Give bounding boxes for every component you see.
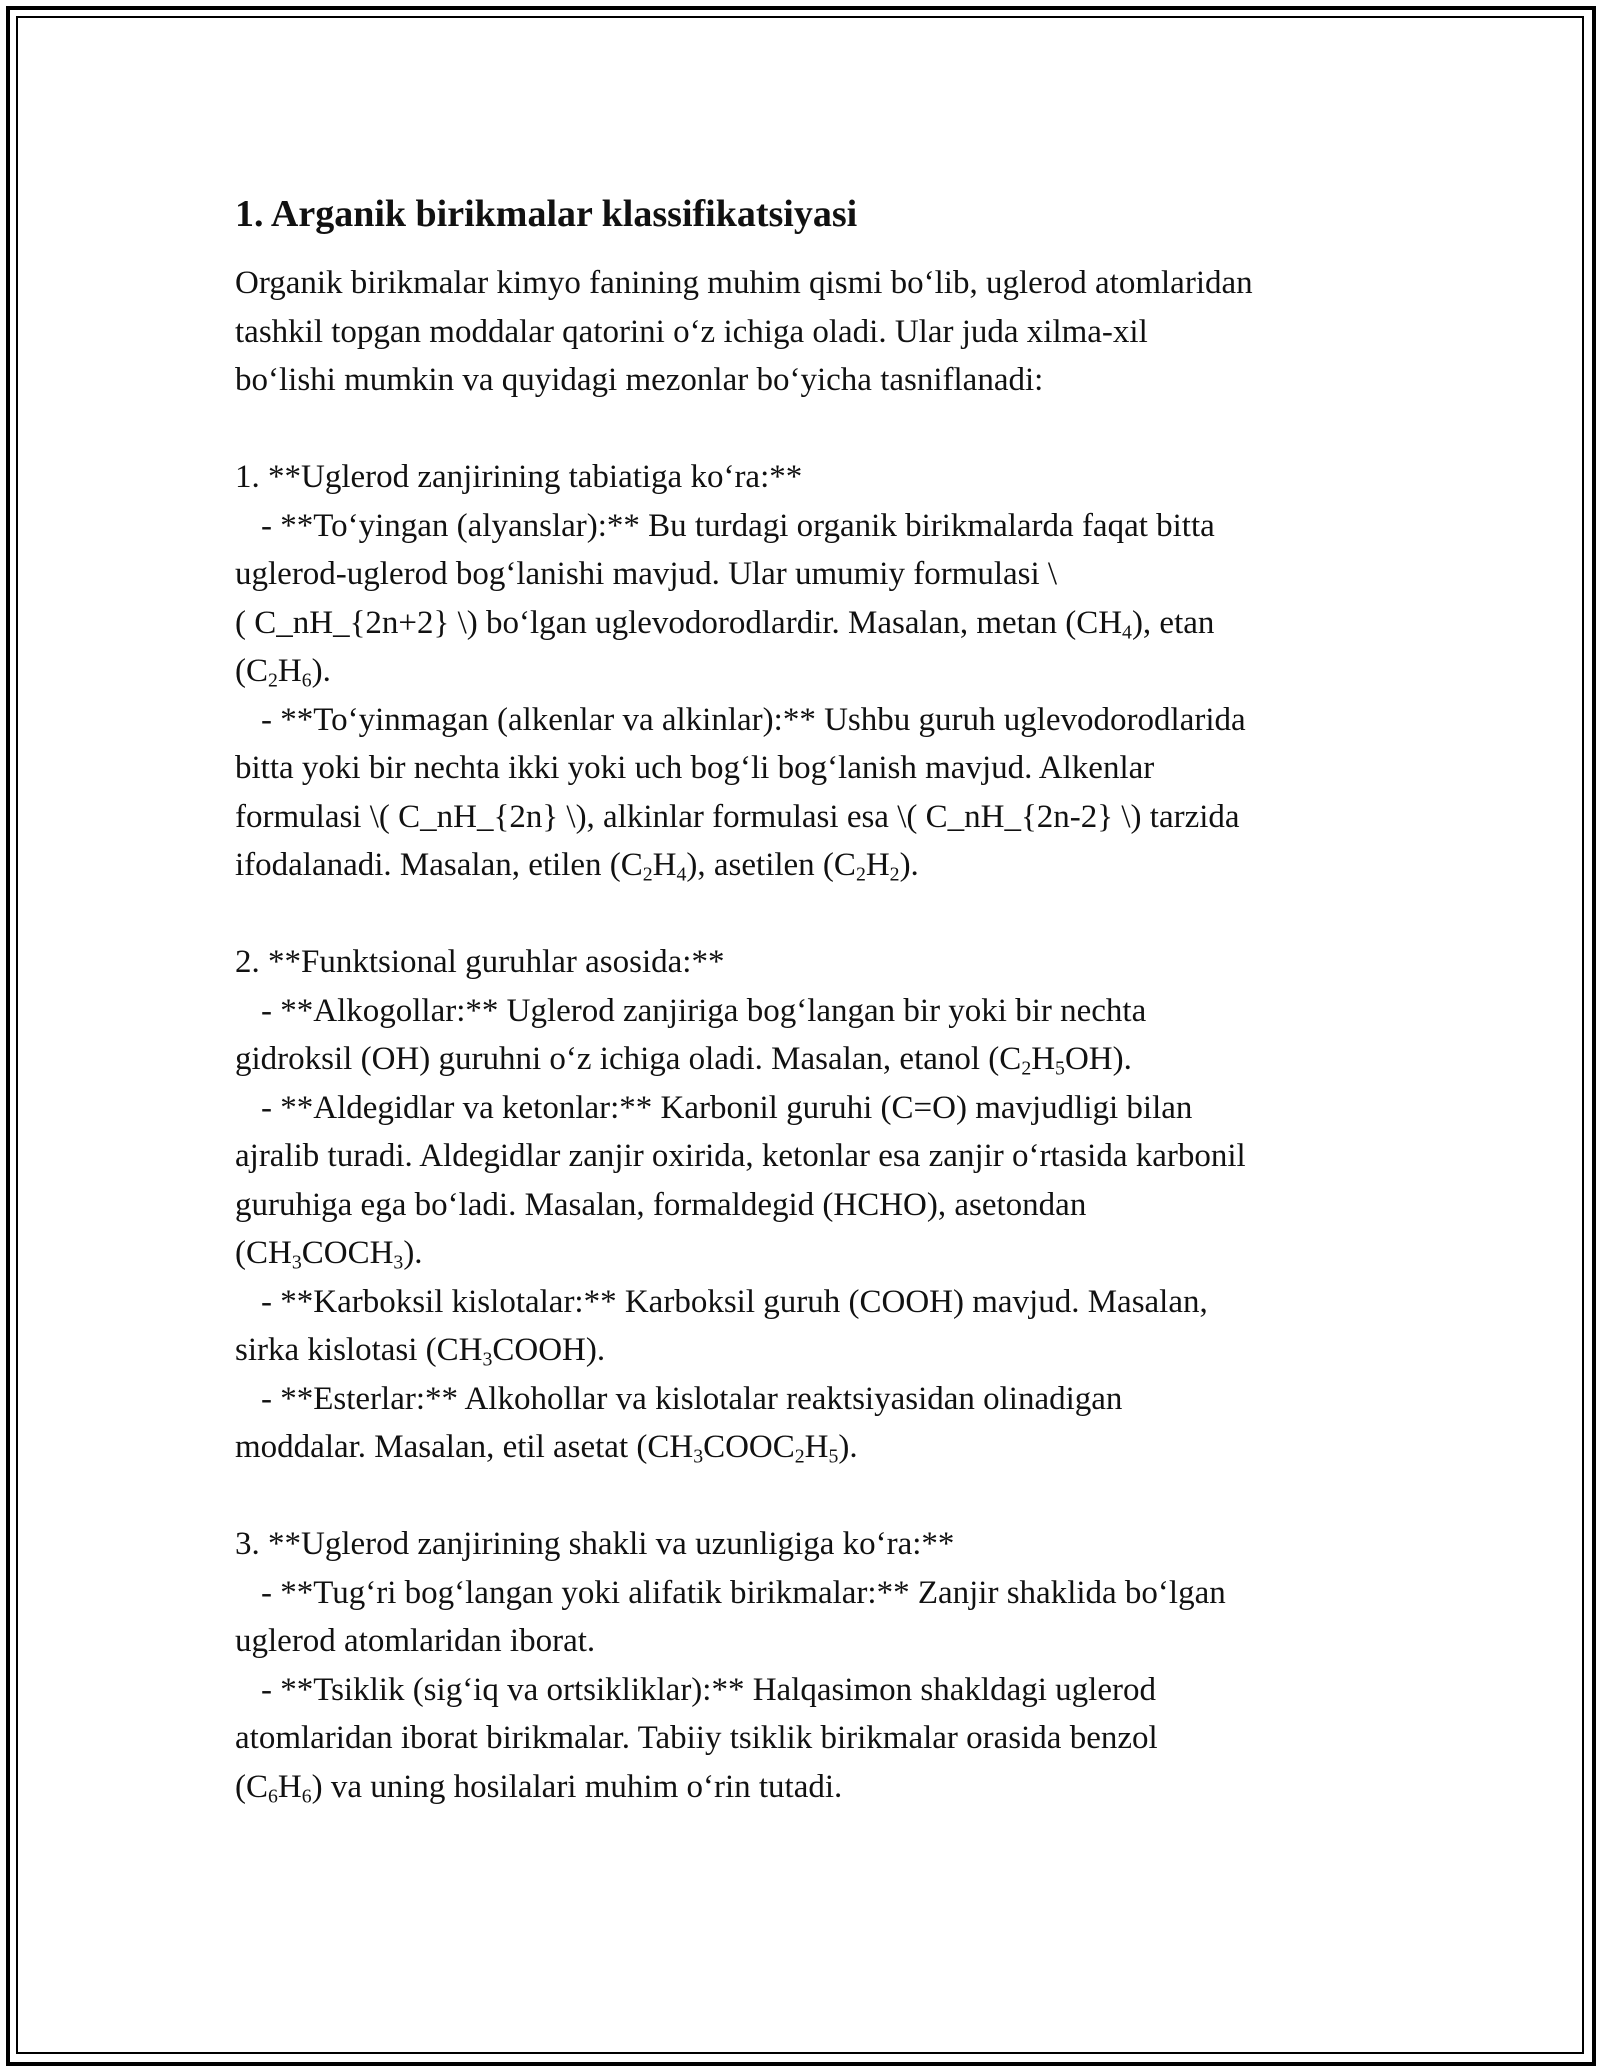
section-3-title: 3. **Uglerod zanjirining shakli va uzunligiga ko‘ra:** xyxy=(235,1526,955,1562)
formula-line: $(C_6H_6)$ va uning hosilalari muhim o‘rin tutadi. xyxy=(235,1768,843,1808)
list-item-toyinmagan: - **To‘yinmagan (alkenlar va alkinlar):** Ushbu guruh uglevodorodlarida xyxy=(261,701,1246,738)
formula-line: sirka kislotasi $(CH_3COOH)$. xyxy=(235,1332,606,1371)
document-body xyxy=(235,185,1375,1811)
text-line: uglerod-uglerod bog‘lanishi mavjud. Ular umumiy formulasi \ xyxy=(235,556,1058,592)
formula-line: $(CH_3COCH_3)$. xyxy=(235,1235,423,1274)
list-item-tsiklik: - **Tsiklik (sig‘iq va ortsikliklar):** Halqasimon shakldagi uglerod xyxy=(261,1671,1156,1708)
section-2-title: 2. **Funktsional guruhlar asosida:** xyxy=(235,944,725,980)
section-1-title: 1. **Uglerod zanjirining tabiatiga ko‘ra:** xyxy=(235,459,803,495)
intro-paragraph xyxy=(235,259,1375,405)
list-item-esterlar: - **Esterlar:** Alkohollar va kislotalar reaktsiyasidan olinadigan xyxy=(261,1380,1123,1417)
list-item-aldegidlar: - **Aldegidlar va ketonlar:** Karbonil guruhi (C=O) mavjudligi bilan xyxy=(261,1089,1193,1126)
formula-line: gidroksil (OH) guruhni o‘z ichiga oladi. Masalan, etanol $(C_2H_5OH)$. xyxy=(235,1041,1132,1080)
formula-line: moddalar. Masalan, etil asetat $(CH_3COOC_2H_5)$. xyxy=(235,1429,858,1468)
list-item-toyingan: - **To‘yingan (alyanslar):** Bu turdagi organik birikmalarda faqat bitta xyxy=(261,507,1215,544)
intro-line: Organik birikmalar kimyo fanining muhim qismi bo‘lib, uglerod atomlaridan xyxy=(235,265,1253,301)
list-item-tugri: - **Tug‘ri bog‘langan yoki alifatik birikmalar:** Zanjir shaklida bo‘lgan xyxy=(261,1574,1226,1611)
text-line: ajralib turadi. Aldegidlar zanjir oxirida, ketonlar esa zanjir o‘rtasida karbonil xyxy=(235,1138,1246,1174)
section-1 xyxy=(235,453,1375,890)
section-3 xyxy=(235,1520,1375,1811)
list-item-karboksil: - **Karboksil kislotalar:** Karboksil guruh (COOH) mavjud. Masalan, xyxy=(261,1283,1208,1320)
text-line: atomlaridan iborat birikmalar. Tabiiy tsiklik birikmalar orasida benzol xyxy=(235,1720,1158,1756)
text-line: bitta yoki bir nechta ikki yoki uch bog‘li bog‘lanish mavjud. Alkenlar xyxy=(235,750,1155,786)
intro-line: tashkil topgan moddalar qatorini o‘z ichiga oladi. Ular juda xilma-xil xyxy=(235,313,1148,350)
section-2 xyxy=(235,938,1375,1472)
text-line: formulasi \( C_nH_{2n} \), alkinlar formulasi esa \( C_nH_{2n-2} \) tarzida xyxy=(235,798,1240,835)
intro-line: bo‘lishi mumkin va quyidagi mezonlar bo‘yicha tasniflanadi: xyxy=(235,362,1044,398)
formula-line: $(C_2H_6)$. xyxy=(235,653,331,692)
document-heading: 1. Arganik birikmalar klassifikatsiyasi xyxy=(235,193,858,235)
list-item-alkogollar: - **Alkogollar:** Uglerod zanjiriga bog‘langan bir yoki bir nechta xyxy=(261,992,1147,1029)
formula-line: ifodalanadi. Masalan, etilen $(C_2H_4)$, asetilen $(C_2H_2)$. xyxy=(235,847,919,886)
text-line: ( C_nH_{2n+2} \) bo‘lgan uglevodorodlardir. Masalan, metan $(CH_4)$, etan xyxy=(235,604,1215,644)
text-line: uglerod atomlaridan iborat. xyxy=(235,1623,596,1659)
text-line: guruhiga ega bo‘ladi. Masalan, formaldegid (HCHO), asetondan xyxy=(235,1186,1087,1223)
